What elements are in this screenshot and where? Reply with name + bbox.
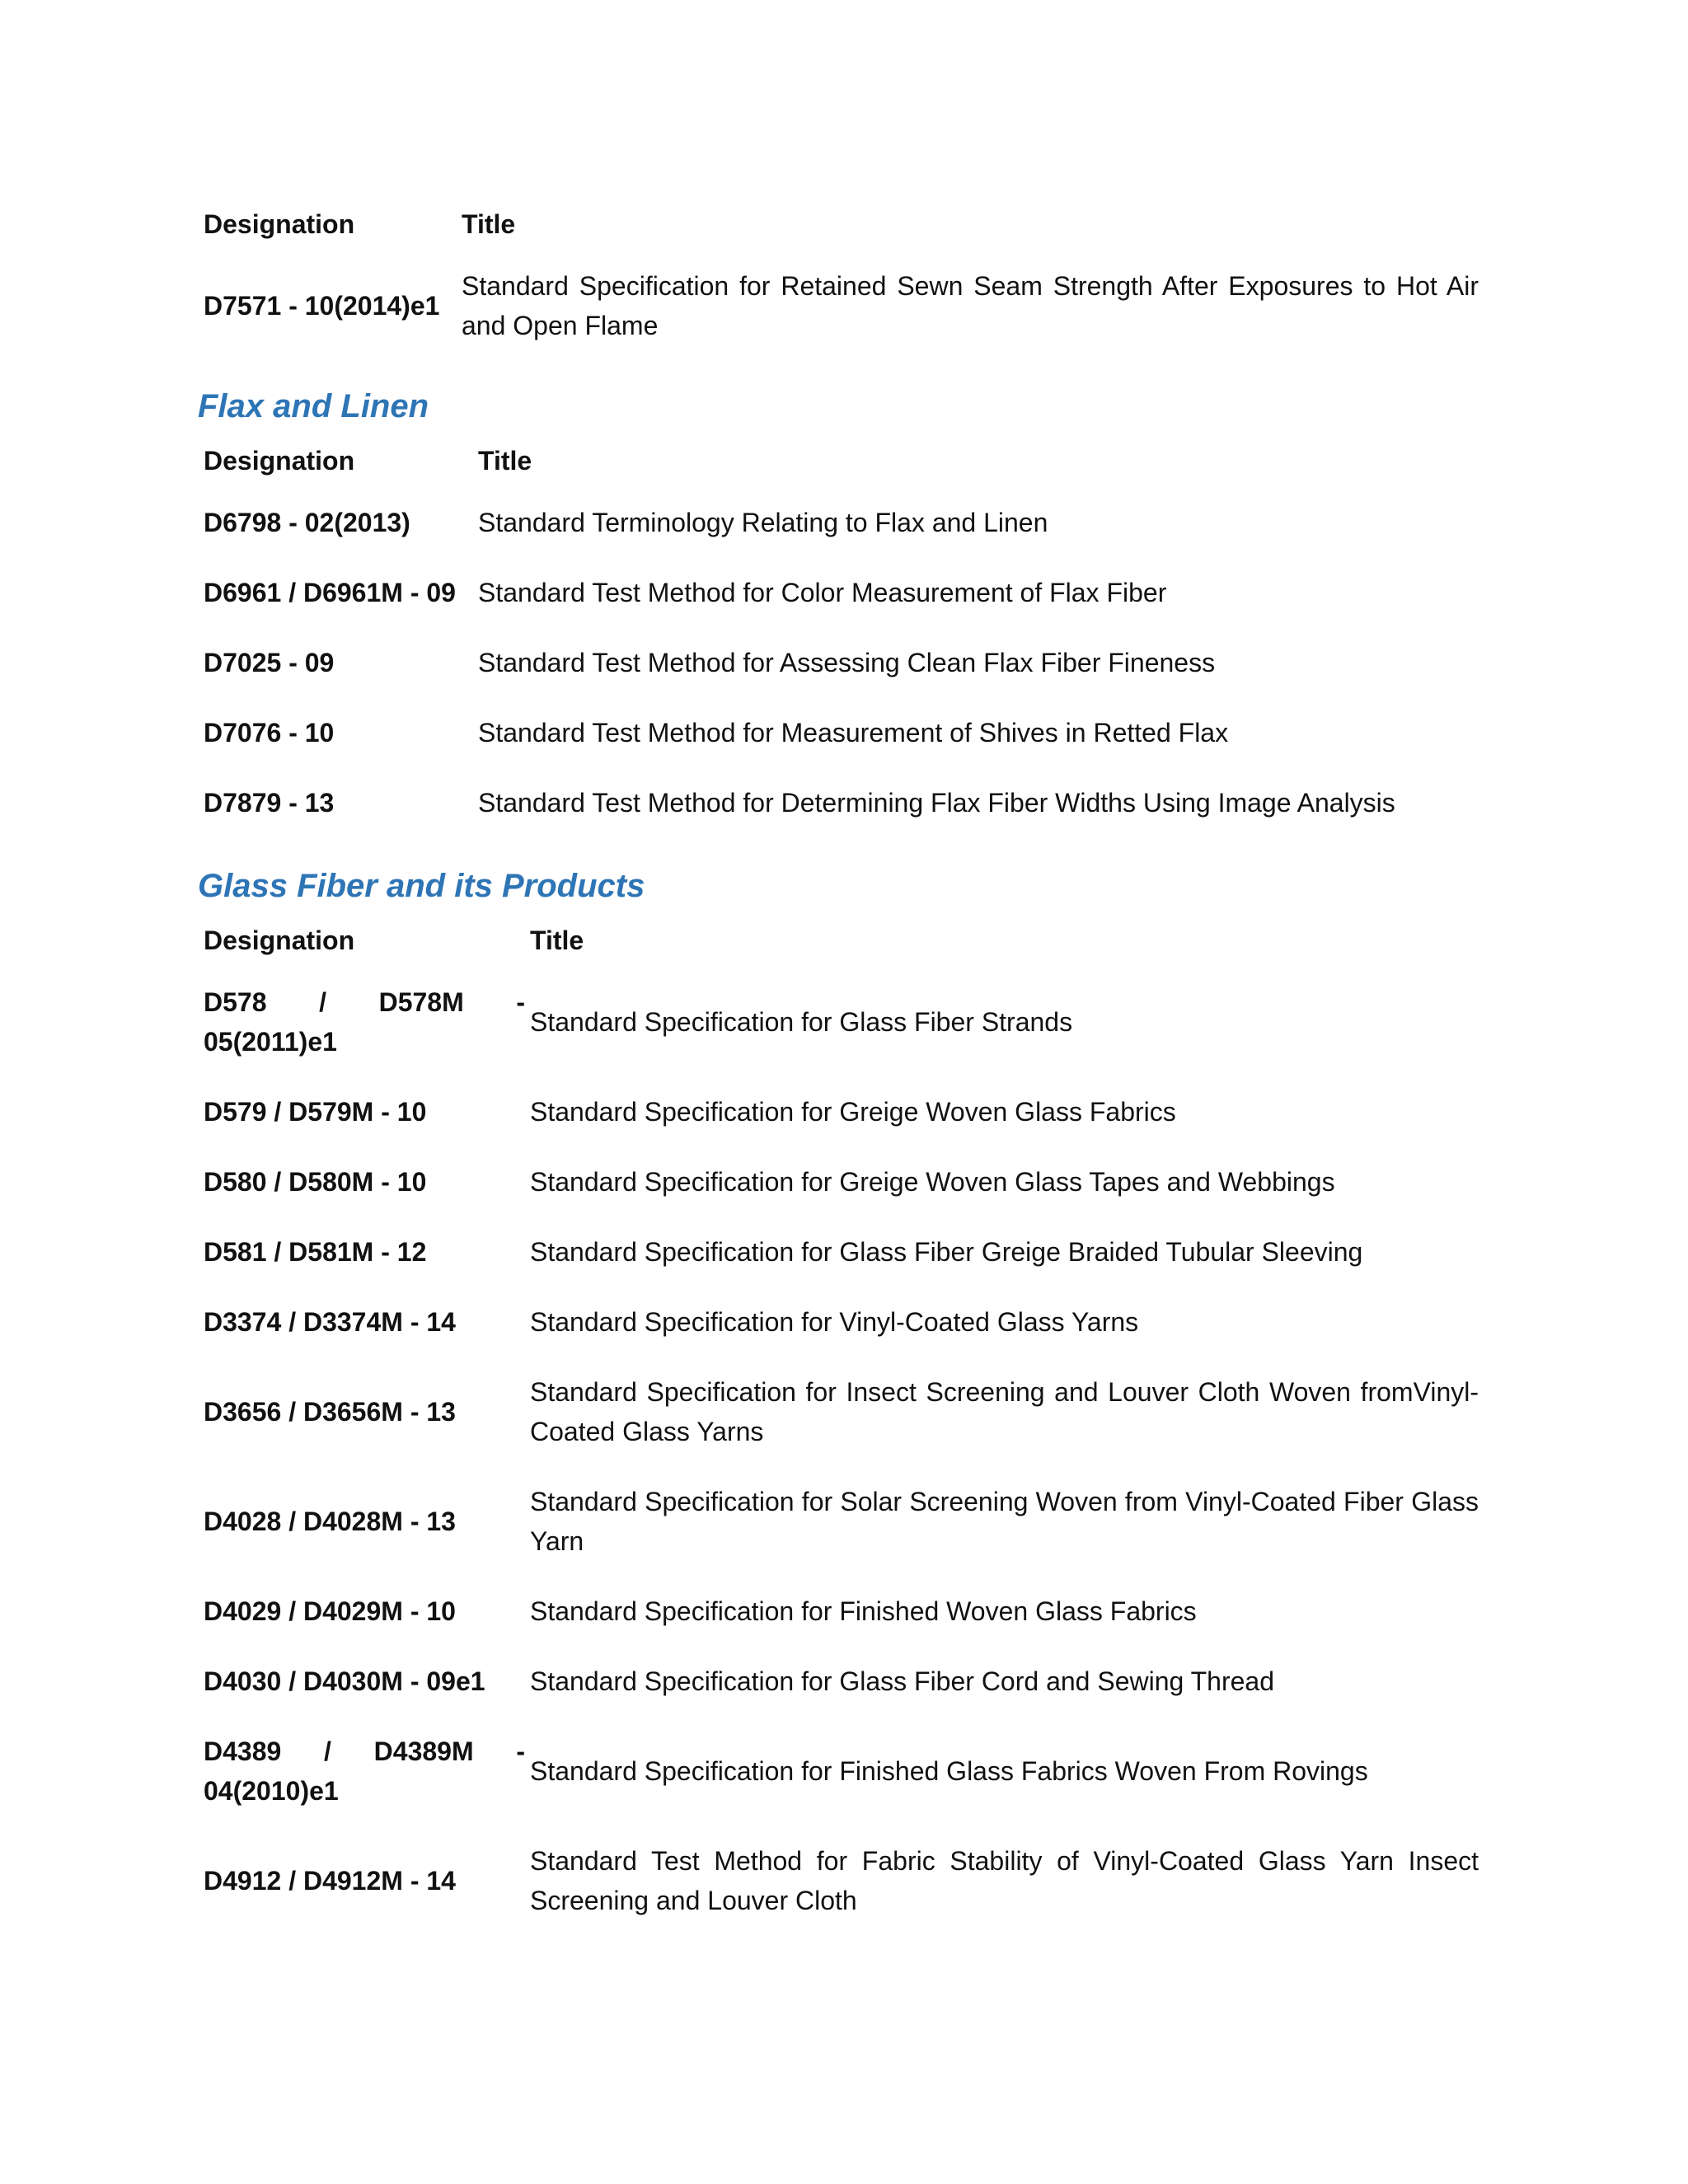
table-row	[204, 697, 1479, 767]
table-row	[204, 1216, 1479, 1286]
title-header: Title	[530, 926, 584, 955]
designation-line: D4389 / D4389M -	[204, 1736, 525, 1766]
standards-table-continued	[204, 198, 1479, 360]
section-flax-and-linen	[198, 383, 1479, 837]
designation-cell: D7879 - 13	[204, 787, 335, 818]
title-cell: Standard Specification for Glass Fiber Greige Braided Tubular Sleeving	[530, 1236, 1363, 1267]
table-header-row	[204, 434, 1479, 487]
designation-cell: D6798 - 02(2013)	[204, 507, 410, 537]
designation-cell: D580 / D580M - 10	[204, 1166, 427, 1197]
table-header-row	[204, 198, 1479, 251]
designation-line: D578 / D578M -	[204, 987, 525, 1017]
title-cell: Standard Test Method for Assessing Clean Flax Fiber Fineness	[478, 647, 1216, 677]
designation-cell: D7025 - 09	[204, 647, 335, 677]
designation-cell	[204, 1716, 530, 1825]
designation-header: Designation	[204, 209, 355, 239]
table-row	[204, 1076, 1479, 1146]
table-row	[204, 767, 1479, 837]
title-header: Title	[462, 209, 516, 239]
table-row	[204, 1286, 1479, 1357]
designation-cell: D4029 / D4029M - 10	[204, 1596, 456, 1626]
title-cell: Standard Specification for Solar Screening Woven from Vinyl-Coated Fiber Glass Yarn	[530, 1486, 1479, 1556]
table-row	[204, 1357, 1479, 1466]
standards-table	[204, 914, 1479, 1935]
table-header-row	[204, 914, 1479, 967]
title-cell: Standard Test Method for Fabric Stability of Vinyl-Coated Glass Yarn Insect Screening and Louver Cloth	[530, 1845, 1479, 1915]
title-cell: Standard Test Method for Color Measurement of Flax Fiber	[478, 577, 1167, 607]
title-cell: Standard Specification for Vinyl-Coated Glass Yarns	[530, 1306, 1139, 1337]
designation-cell: D3374 / D3374M - 14	[204, 1306, 456, 1337]
designation-header: Designation	[204, 446, 355, 476]
designation-cell: D7571 - 10(2014)e1	[204, 290, 440, 321]
table-row	[204, 1716, 1479, 1825]
designation-cell: D4030 / D4030M - 09e1	[204, 1666, 485, 1696]
designation-cell: D7076 - 10	[204, 717, 335, 748]
section-glass-fiber	[198, 863, 1479, 1935]
designation-line: 05(2011)e1	[204, 1026, 337, 1057]
section-heading: Glass Fiber and its Products	[198, 868, 645, 904]
designation-cell: D4912 / D4912M - 14	[204, 1865, 456, 1896]
table-row	[204, 1146, 1479, 1216]
designation-header: Designation	[204, 926, 355, 955]
table-row	[204, 967, 1479, 1076]
title-header: Title	[478, 446, 532, 476]
table-row	[204, 1576, 1479, 1646]
designation-cell	[204, 967, 530, 1076]
table-row	[204, 557, 1479, 627]
table-row	[204, 627, 1479, 697]
title-cell: Standard Specification for Greige Woven Glass Tapes and Webbings	[530, 1166, 1335, 1197]
section-heading: Flax and Linen	[198, 388, 429, 424]
table-row	[204, 251, 1479, 360]
title-cell: Standard Specification for Retained Sewn Seam Strength After Exposures to Hot Air and Open Flame	[462, 270, 1479, 340]
table-row	[204, 1646, 1479, 1716]
title-cell: Standard Test Method for Measurement of Shives in Retted Flax	[478, 717, 1229, 748]
designation-cell: D579 / D579M - 10	[204, 1096, 427, 1127]
table-row	[204, 487, 1479, 557]
standards-table	[204, 434, 1479, 837]
title-cell: Standard Specification for Greige Woven Glass Fabrics	[530, 1096, 1176, 1127]
designation-cell: D6961 / D6961M - 09	[204, 577, 456, 607]
designation-cell: D4028 / D4028M - 13	[204, 1506, 456, 1536]
title-cell: Standard Specification for Finished Glass Fabrics Woven From Rovings	[530, 1755, 1368, 1786]
standards-table	[204, 198, 1479, 360]
title-cell: Standard Terminology Relating to Flax and Linen	[478, 507, 1048, 537]
title-cell: Standard Specification for Insect Screening and Louver Cloth Woven fromVinyl-Coated Glass Yarns	[530, 1376, 1479, 1446]
title-cell: Standard Specification for Finished Woven Glass Fabrics	[530, 1596, 1197, 1626]
table-row	[204, 1466, 1479, 1576]
title-cell: Standard Test Method for Determining Flax Fiber Widths Using Image Analysis	[478, 787, 1395, 818]
designation-cell: D581 / D581M - 12	[204, 1236, 427, 1267]
title-cell: Standard Specification for Glass Fiber Cord and Sewing Thread	[530, 1666, 1274, 1696]
designation-line: 04(2010)e1	[204, 1775, 339, 1806]
title-cell: Standard Specification for Glass Fiber Strands	[530, 1006, 1073, 1037]
table-row	[204, 1825, 1479, 1935]
designation-cell: D3656 / D3656M - 13	[204, 1396, 456, 1427]
